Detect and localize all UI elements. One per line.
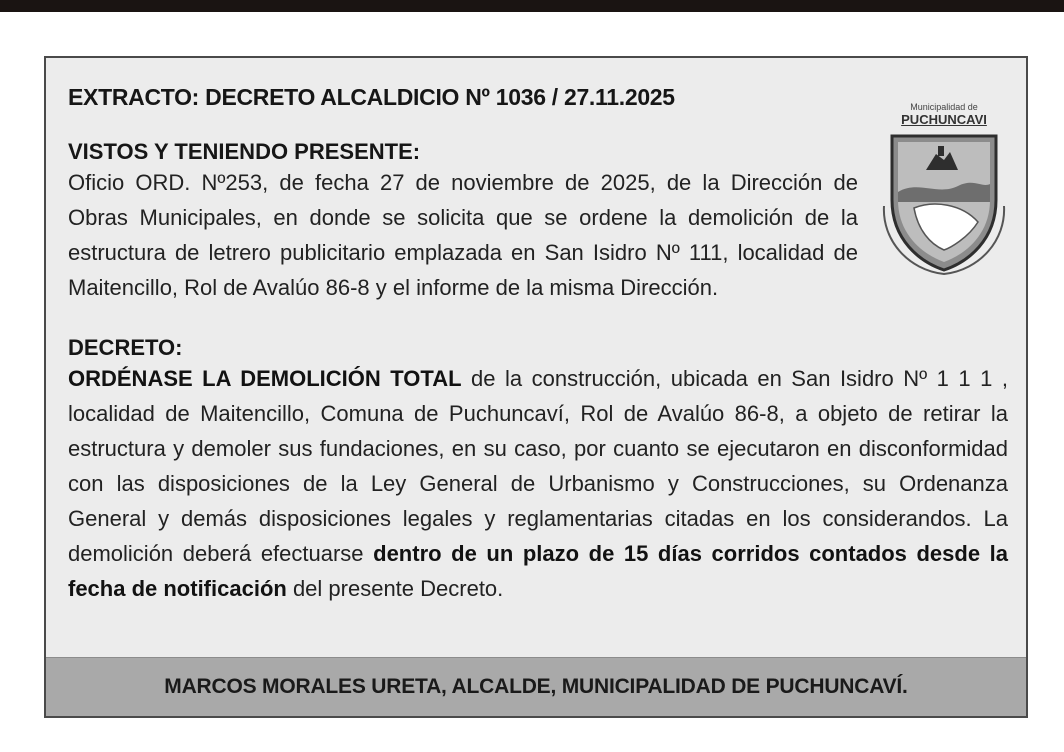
notice-title: EXTRACTO: DECRETO ALCALDICIO Nº 1036 / 27.11.2025 [68,84,675,110]
logo-caption-small: Municipalidad de [910,102,978,112]
signature-line: MARCOS MORALES URETA, ALCALDE, MUNICIPALIDAD DE PUCHUNCAVÍ. [164,675,908,698]
notice-content [68,84,1008,606]
decreto-heading: DECRETO: [68,335,183,360]
deadline-text: dentro de un plazo de 15 días corridos contados desde la fecha de notificación [68,541,1008,601]
top-dark-band [0,0,1064,12]
decreto-body-2: del presente Decreto. [286,576,504,601]
logo-caption-large: PUCHUNCAVI [901,112,987,127]
decreto-paragraph [68,361,1008,606]
legal-notice [44,56,1028,718]
vistos-heading: VISTOS Y TENIENDO PRESENTE: [68,139,421,164]
signature-footer [46,657,1026,716]
coat-of-arms-icon [878,130,1010,275]
decreto-body-1: de la construcción, ubicada en San Isidro Nº 1 1 1 , localidad de Maitencillo, Comuna de Puchuncaví, Rol de Avalúo 86-8, a objeto de retirar la estructura y demoler sus fundaciones, en su caso, por cuanto se ejecutaron en disconformidad con las disposiciones de la Ley General de Urbanismo y Construcciones, su Ordenanza General y demás disposiciones legales y reglamentarias citadas en los considerandos. La demolición deberá efectuarse [68,366,1008,566]
demolition-order: ORDÉNASE LA DEMOLICIÓN TOTAL [68,366,462,391]
municipality-logo [874,102,1014,277]
vistos-paragraph: Oficio ORD. Nº253, de fecha 27 de noviembre de 2025, de la Dirección de Obras Municipales, en donde se solicita que se ordene la demolición de la estructura de letrero publicitario emplazada en San Isidro Nº 111, localidad de Maitencillo, Rol de Avalúo 86-8 y el informe de la misma Dirección. [68,170,858,300]
